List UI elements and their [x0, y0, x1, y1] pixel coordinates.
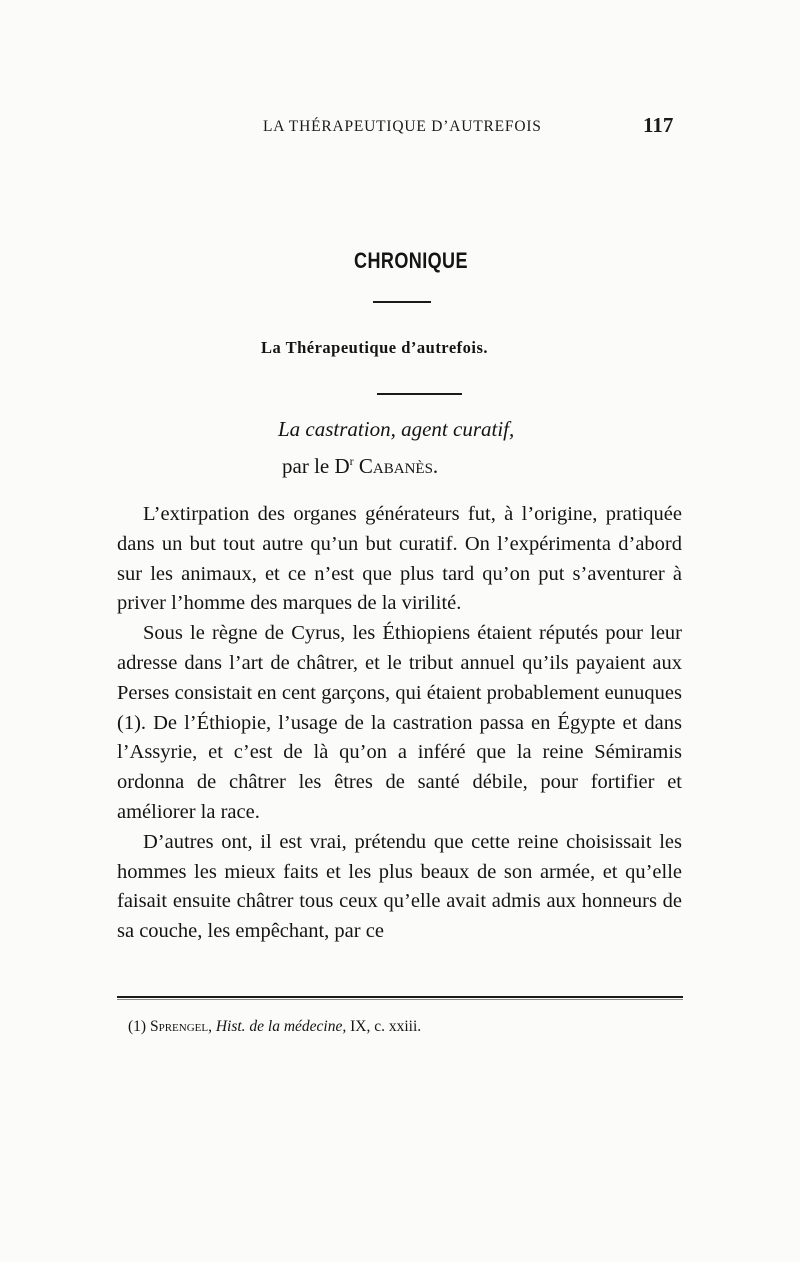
paragraph: L’extirpation des organes générateurs fut, à l’origine, pratiquée dans un but tout autre qu’un but curatif. On l’expérimenta d’abord sur les animaux, et ce n’est que plus tard qu’on put s’aventurer à priver l’homme des marques de la virilité. — [117, 503, 682, 615]
article-title: La castration, agent curatif, — [278, 417, 515, 441]
footnote-author: Sprengel, — [149, 1018, 212, 1035]
byline-author: Cabanès. — [358, 454, 439, 478]
subtitle-divider — [377, 393, 462, 395]
footnote-ref: IX, c. xxiii. — [350, 1018, 422, 1035]
section-title: CHRONIQUE — [354, 248, 468, 273]
byline-superscript: r — [349, 454, 354, 468]
footnote-divider — [117, 996, 683, 998]
footnote-divider-thin — [117, 999, 683, 1000]
paragraph: D’autres ont, il est vrai, prétendu que cette reine choisissait les hommes les mieux faits et les plus beaux de son armée, et qu’elle faisait ensuite châtrer tous ceux qu’elle avait admis aux honneurs de sa couche, les empêchant, par ce — [117, 830, 682, 943]
page-number: 117 — [643, 113, 674, 137]
footnote-work: Hist. de la médecine, — [215, 1018, 347, 1035]
byline — [282, 454, 438, 479]
byline-prefix: par le D — [282, 454, 350, 478]
body-text — [117, 500, 682, 947]
section-divider — [373, 301, 431, 303]
section-subtitle: La Thérapeutique d’autrefois. — [261, 338, 489, 357]
footnote-marker: (1) — [128, 1018, 147, 1035]
running-head: LA THÉRAPEUTIQUE D’AUTREFOIS — [263, 118, 542, 135]
paragraph: Sous le règne de Cyrus, les Éthiopiens étaient réputés pour leur adresse dans l’art de châtrer, et le tribut annuel qu’ils payaient aux Perses consistait en cent garçons, qui étaient probablement eunuques (1). De l’Éthiopie, l’usage de la castration passa en Égypte et dans l’Assyrie, et c’est de là qu’on a inféré que la reine Sémiramis ordonna de châtrer les êtres de santé débile, pour fortifier et améliorer la race. — [117, 622, 682, 823]
footnote — [128, 1018, 421, 1036]
